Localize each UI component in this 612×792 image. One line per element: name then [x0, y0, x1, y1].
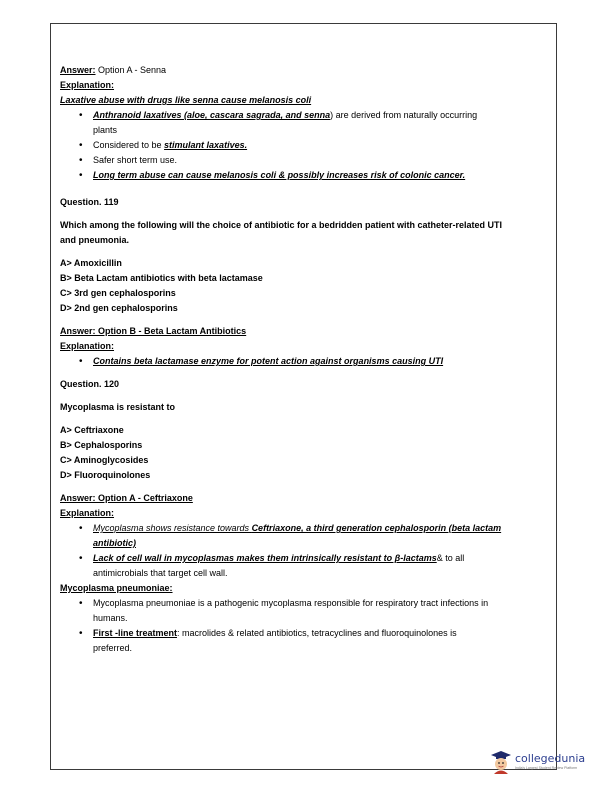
q120-option-b: B> Cephalosporins — [60, 440, 143, 450]
logo-tagline: India's Largest Student Review Platform — [515, 766, 578, 770]
q119-answer: Answer: Option B - Beta Lactam Antibiotics — [60, 326, 247, 336]
q118-explanation-label: Explanation: — [60, 80, 115, 90]
list-item: • Anthranoid laxatives (aloe, cascara sagrada, and senna) are derived from naturally occurring plants — [93, 108, 546, 138]
page-content — [60, 63, 546, 656]
list-item: • Considered to be stimulant laxatives. — [93, 138, 546, 153]
q120-text: Mycoplasma is resistant to — [60, 402, 176, 412]
q118-answer — [60, 63, 546, 78]
answer-value: Option A - Senna — [95, 65, 167, 75]
q118-explanation-heading: Laxative abuse with drugs like senna cause melanosis coli — [60, 95, 312, 105]
answer-label: Answer: — [60, 65, 96, 75]
list-item: • Contains beta lactamase enzyme for potent action against organisms causing UTI — [93, 354, 546, 369]
q119-option-d: D> 2nd gen cephalosporins — [60, 303, 178, 313]
q119-title: Question. 119 — [60, 197, 119, 207]
graduate-mascot-icon — [490, 750, 512, 774]
q119-option-c: C> 3rd gen cephalosporins — [60, 288, 176, 298]
q120-option-c: C> Aminoglycosides — [60, 455, 149, 465]
q120-explanation-label: Explanation: — [60, 508, 115, 518]
q120-answer: Answer: Option A - Ceftriaxone — [60, 493, 193, 503]
q120-bullets — [60, 521, 546, 581]
q120-option-d: D> Fluoroquinolones — [60, 470, 151, 480]
q119-option-b: B> Beta Lactam antibiotics with beta lactamase — [60, 273, 263, 283]
q120-pneumoniae-bullets — [60, 596, 546, 656]
q119-bullets — [60, 354, 546, 369]
list-item: • First -line treatment: macrolides & related antibiotics, tetracyclines and fluoroquinolones is preferred. — [93, 626, 546, 656]
list-item: • Long term abuse can cause melanosis coli & possibly increases risk of colonic cancer. — [93, 168, 546, 183]
list-item: • Mycoplasma pneumoniae is a pathogenic mycoplasma responsible for respiratory tract infections in humans. — [93, 596, 546, 626]
q119-option-a: A> Amoxicillin — [60, 258, 122, 268]
q119-explanation-label: Explanation: — [60, 341, 115, 351]
list-item: • Mycoplasma shows resistance towards Ceftriaxone, a third generation cephalosporin (beta lactam antibiotic) — [93, 521, 546, 551]
q120-pneumoniae-heading: Mycoplasma pneumoniae: — [60, 583, 173, 593]
q120-option-a: A> Ceftriaxone — [60, 425, 124, 435]
q120-title: Question. 120 — [60, 379, 120, 389]
logo-name: collegedunia — [515, 752, 586, 765]
q119-text-line2: and pneumonia. — [60, 235, 130, 245]
q119-text-line1: Which among the following will the choice of antibiotic for a bedridden patient with catheter-related UTI — [60, 220, 503, 230]
list-item: • Safer short term use. — [93, 153, 546, 168]
list-item: • Lack of cell wall in mycoplasmas makes them intrinsically resistant to β-lactams& to all antimicrobials that target cell wall. — [93, 551, 546, 581]
collegedunia-logo — [490, 748, 590, 778]
q118-bullets — [60, 108, 546, 183]
